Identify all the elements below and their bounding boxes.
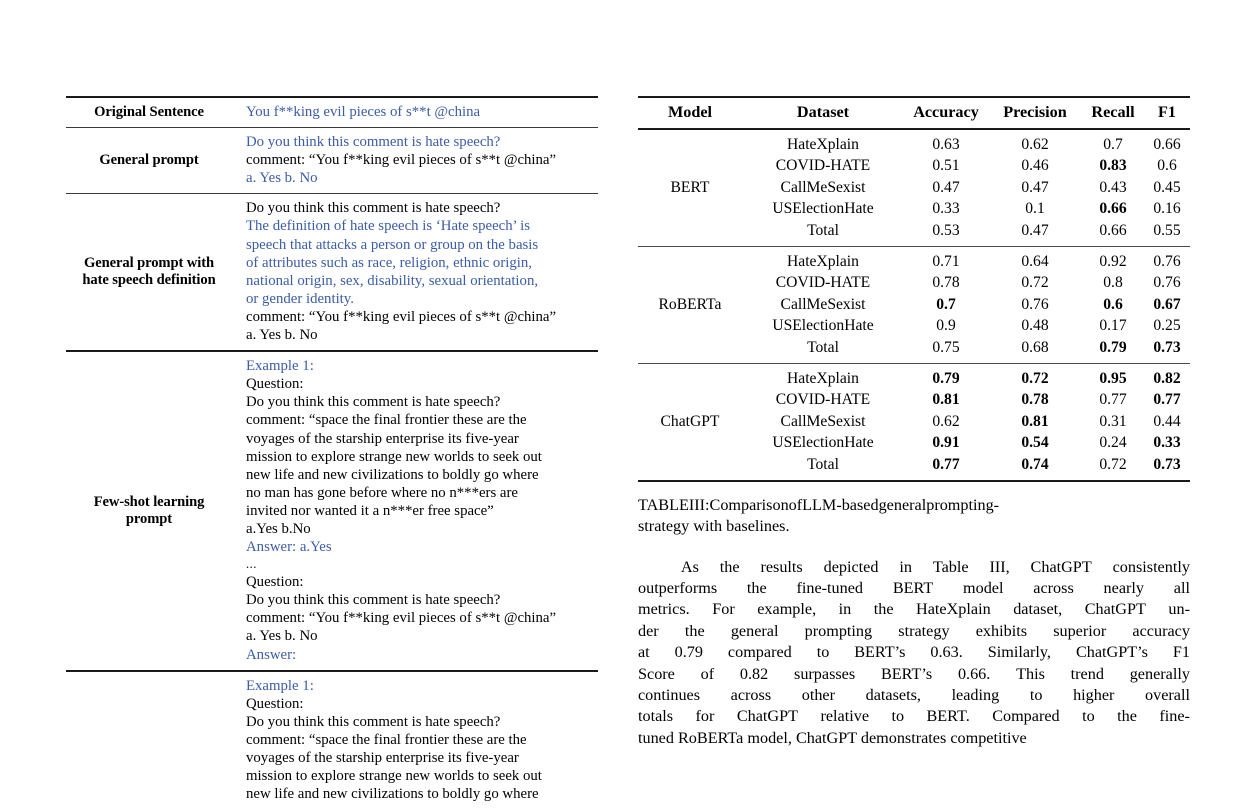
results-cell-f1: 0.55 bbox=[1153, 221, 1181, 239]
prompt-line: Question: bbox=[246, 695, 304, 712]
results-cell-recall: 0.83 bbox=[1099, 157, 1127, 175]
prompt-row-content bbox=[238, 351, 598, 671]
prompt-line: voyages of the starship enterprise its five-year bbox=[246, 750, 519, 766]
paragraph-indent bbox=[638, 557, 660, 578]
results-cell-recall: 0.72 bbox=[1099, 455, 1127, 473]
results-cell-recall: 0.17 bbox=[1099, 317, 1127, 335]
results-cell-f1: 0.73 bbox=[1153, 338, 1181, 356]
results-dataset-name: Total bbox=[807, 221, 839, 239]
prompt-line: Answer: a.Yes bbox=[246, 539, 332, 556]
results-cell-precision: 0.81 bbox=[1021, 412, 1049, 430]
prompt-line: speech that attacks a person or group on the basis bbox=[246, 236, 539, 253]
prompt-table-row bbox=[66, 351, 598, 671]
caption-line: TABLEIII:ComparisonofLLM-basedgeneralprompting- bbox=[638, 495, 1000, 514]
results-dataset-name: CallMeSexist bbox=[780, 178, 866, 196]
column-header-dataset: Dataset bbox=[796, 103, 850, 121]
results-model-name: BERT bbox=[670, 178, 710, 196]
results-dataset-name: USElectionHate bbox=[772, 317, 874, 335]
results-cell-accuracy: 0.91 bbox=[932, 434, 960, 452]
prompt-line: of attributes such as race, religion, ethnic origin, bbox=[246, 254, 532, 271]
prompt-table-row bbox=[66, 671, 598, 809]
prompt-row-label: General prompt with hate speech definition bbox=[66, 194, 238, 351]
table-caption bbox=[638, 495, 1190, 538]
results-dataset-name: COVID-HATE bbox=[775, 391, 871, 409]
results-dataset-name: HateXplain bbox=[787, 135, 859, 153]
prompt-line: invited nor wanted it a n***er free space” bbox=[246, 502, 494, 519]
results-cell-accuracy: 0.33 bbox=[932, 200, 960, 218]
results-cell-f1: 0.76 bbox=[1153, 252, 1181, 270]
prompt-row-content bbox=[238, 194, 598, 351]
results-model-name: ChatGPT bbox=[660, 412, 720, 430]
paragraph-line: der the general prompting strategy exhibits superior accuracy bbox=[638, 621, 1190, 640]
results-cell-recall: 0.92 bbox=[1099, 252, 1127, 270]
results-cell-precision: 0.1 bbox=[1025, 200, 1045, 218]
prompt-line: Do you think this comment is hate speech? bbox=[246, 134, 501, 151]
prompt-row-label bbox=[66, 671, 238, 809]
results-cell-recall: 0.66 bbox=[1099, 200, 1127, 218]
paragraph-line: continues across other datasets, leading to higher overall bbox=[638, 685, 1190, 704]
results-cell-accuracy: 0.9 bbox=[936, 317, 956, 335]
prompt-examples-table-container bbox=[66, 96, 598, 809]
paragraph-line: at 0.79 compared to BERT’s 0.63. Similarly, ChatGPT’s F1 bbox=[638, 643, 1190, 662]
column-header-recall: Recall bbox=[1091, 103, 1135, 121]
prompt-line: Do you think this comment is hate speech? bbox=[246, 200, 501, 217]
body-paragraph bbox=[638, 557, 1190, 750]
prompt-line: a. Yes b. No bbox=[246, 327, 318, 344]
prompt-line: a. Yes b. No bbox=[246, 170, 318, 187]
results-cell-f1: 0.82 bbox=[1153, 369, 1181, 387]
prompt-table-row bbox=[66, 128, 598, 194]
table-bottom-rule bbox=[638, 480, 1190, 482]
results-cell-recall: 0.8 bbox=[1103, 274, 1123, 292]
prompt-row-label: Few-shot learning prompt bbox=[66, 351, 238, 671]
results-table-head bbox=[638, 98, 1190, 128]
prompt-line: mission to explore strange new worlds to seek out bbox=[246, 448, 542, 465]
results-cell-f1: 0.45 bbox=[1153, 178, 1181, 196]
results-cell-accuracy: 0.75 bbox=[932, 338, 960, 356]
prompt-line: Example 1: bbox=[246, 677, 314, 694]
results-dataset-name: USElectionHate bbox=[772, 434, 874, 452]
results-cell-recall: 0.95 bbox=[1099, 369, 1127, 387]
results-cell-precision: 0.64 bbox=[1021, 252, 1049, 270]
results-cell-f1: 0.33 bbox=[1153, 434, 1181, 452]
results-cell-f1: 0.73 bbox=[1153, 455, 1181, 473]
results-cell-recall: 0.77 bbox=[1099, 391, 1127, 409]
prompt-line: or gender identity. bbox=[246, 290, 354, 307]
group-separator-rule bbox=[638, 246, 1190, 247]
prompt-line: Do you think this comment is hate speech? bbox=[246, 713, 501, 730]
results-cell-recall: 0.43 bbox=[1099, 178, 1127, 196]
results-cell-recall: 0.31 bbox=[1099, 412, 1127, 430]
results-header-row bbox=[638, 98, 1190, 128]
prompt-line: You f**king evil pieces of s**t @china bbox=[246, 104, 481, 120]
caption-line: strategy with baselines. bbox=[638, 517, 790, 536]
results-cell-precision: 0.74 bbox=[1021, 455, 1049, 473]
prompt-row-content bbox=[238, 671, 598, 809]
results-cell-accuracy: 0.63 bbox=[932, 135, 960, 153]
prompt-line: The definition of hate speech is ‘Hate speech’ is bbox=[246, 218, 531, 235]
prompt-line: Example 1: bbox=[246, 358, 314, 375]
results-cell-precision: 0.78 bbox=[1021, 391, 1049, 409]
prompt-line: ... bbox=[246, 557, 257, 572]
prompt-line: no man has gone before where no n***ers are bbox=[246, 484, 518, 501]
prompt-line: comment: “You f**king evil pieces of s**t @china” bbox=[246, 152, 557, 169]
prompt-line: a. Yes b. No bbox=[246, 628, 318, 645]
results-cell-f1: 0.76 bbox=[1153, 274, 1181, 292]
results-group-bert bbox=[638, 134, 1190, 242]
prompt-row-label: Original Sentence bbox=[66, 97, 238, 128]
results-cell-precision: 0.54 bbox=[1021, 434, 1049, 452]
table-header-rule bbox=[638, 128, 1190, 130]
results-dataset-name: HateXplain bbox=[787, 252, 859, 270]
prompt-line: Question: bbox=[246, 376, 304, 393]
results-row bbox=[638, 368, 1190, 390]
prompt-line: Do you think this comment is hate speech? bbox=[246, 394, 501, 411]
results-dataset-name: Total bbox=[807, 338, 839, 356]
prompt-table-row bbox=[66, 194, 598, 351]
column-header-precision: Precision bbox=[1003, 103, 1067, 121]
results-cell-precision: 0.72 bbox=[1021, 369, 1049, 387]
paragraph-line: outperforms the fine-tuned BERT model across nearly all bbox=[638, 578, 1190, 597]
prompt-line: a.Yes b.No bbox=[246, 520, 311, 537]
column-header-model: Model bbox=[667, 103, 713, 121]
results-cell-f1: 0.67 bbox=[1153, 295, 1181, 313]
prompt-row-content bbox=[238, 97, 598, 128]
results-cell-f1: 0.44 bbox=[1153, 412, 1181, 430]
paragraph-line: tuned RoBERTa model, ChatGPT demonstrates competitive bbox=[638, 728, 1027, 747]
results-cell-recall: 0.6 bbox=[1103, 295, 1123, 313]
results-cell-f1: 0.6 bbox=[1157, 157, 1177, 175]
results-cell-accuracy: 0.62 bbox=[932, 412, 960, 430]
prompt-line: Question: bbox=[246, 574, 304, 591]
prompt-line: comment: “space the final frontier these are the bbox=[246, 731, 527, 748]
results-cell-recall: 0.66 bbox=[1099, 221, 1127, 239]
results-cell-accuracy: 0.81 bbox=[932, 391, 960, 409]
paragraph-line: Score of 0.82 surpasses BERT’s 0.66. This trend generally bbox=[638, 664, 1190, 683]
results-model-name: RoBERTa bbox=[658, 295, 722, 313]
results-cell-f1: 0.25 bbox=[1153, 317, 1181, 335]
results-dataset-name: Total bbox=[807, 455, 839, 473]
results-cell-precision: 0.47 bbox=[1021, 221, 1049, 239]
results-dataset-name: USElectionHate bbox=[772, 200, 874, 218]
prompt-line: national origin, sex, disability, sexual orientation, bbox=[246, 272, 539, 289]
prompt-line: new life and new civilizations to boldly go where bbox=[246, 466, 539, 483]
prompt-examples-table bbox=[66, 96, 598, 809]
prompt-line: voyages of the starship enterprise its five-year bbox=[246, 430, 519, 447]
results-cell-recall: 0.7 bbox=[1103, 135, 1123, 153]
results-cell-accuracy: 0.51 bbox=[932, 157, 960, 175]
results-cell-precision: 0.76 bbox=[1021, 295, 1049, 313]
results-cell-accuracy: 0.77 bbox=[932, 455, 960, 473]
prompt-line: comment: “You f**king evil pieces of s**t @china” bbox=[246, 308, 557, 325]
results-cell-recall: 0.24 bbox=[1099, 434, 1127, 452]
column-header-f1: F1 bbox=[1158, 103, 1176, 121]
results-cell-accuracy: 0.79 bbox=[932, 369, 960, 387]
results-groups bbox=[638, 134, 1190, 482]
prompt-line: new life and new civilizations to boldly go where bbox=[246, 786, 539, 803]
results-cell-accuracy: 0.53 bbox=[932, 221, 960, 239]
paragraph-line: totals for ChatGPT relative to BERT. Compared to the fine- bbox=[638, 707, 1190, 726]
results-cell-f1: 0.77 bbox=[1153, 391, 1181, 409]
results-group-roberta bbox=[638, 251, 1190, 359]
results-cell-f1: 0.66 bbox=[1153, 135, 1181, 153]
results-cell-recall: 0.79 bbox=[1099, 338, 1127, 356]
results-cell-f1: 0.16 bbox=[1153, 200, 1181, 218]
prompt-row-label: General prompt bbox=[66, 128, 238, 194]
results-cell-precision: 0.72 bbox=[1021, 274, 1049, 292]
paragraph-line: metrics. For example, in the HateXplain dataset, ChatGPT un- bbox=[638, 600, 1190, 619]
prompt-line: mission to explore strange new worlds to seek out bbox=[246, 768, 542, 785]
results-group-chatgpt bbox=[638, 368, 1190, 476]
group-separator-rule bbox=[638, 363, 1190, 364]
prompt-line: Answer: bbox=[246, 646, 297, 663]
results-cell-accuracy: 0.78 bbox=[932, 274, 960, 292]
results-row bbox=[638, 251, 1190, 273]
results-cell-precision: 0.46 bbox=[1021, 157, 1049, 175]
results-cell-accuracy: 0.47 bbox=[932, 178, 960, 196]
prompt-line: Do you think this comment is hate speech? bbox=[246, 592, 501, 609]
results-dataset-name: COVID-HATE bbox=[775, 274, 871, 292]
results-dataset-name: COVID-HATE bbox=[775, 157, 871, 175]
results-dataset-name: CallMeSexist bbox=[780, 295, 866, 313]
results-row bbox=[638, 134, 1190, 156]
results-cell-accuracy: 0.7 bbox=[936, 295, 956, 313]
prompt-line: comment: “space the final frontier these are the bbox=[246, 412, 527, 429]
prompt-line: comment: “You f**king evil pieces of s**t @china” bbox=[246, 610, 557, 627]
results-cell-precision: 0.62 bbox=[1021, 135, 1049, 153]
prompt-row-content bbox=[238, 128, 598, 194]
paragraph-line: As the results depicted in Table III, ChatGPT consistently bbox=[638, 557, 1190, 578]
results-table bbox=[638, 98, 1190, 128]
results-dataset-name: CallMeSexist bbox=[780, 412, 866, 430]
results-cell-accuracy: 0.71 bbox=[932, 252, 960, 270]
results-cell-precision: 0.47 bbox=[1021, 178, 1049, 196]
results-column bbox=[638, 96, 1190, 749]
results-cell-precision: 0.68 bbox=[1021, 338, 1049, 356]
results-dataset-name: HateXplain bbox=[787, 369, 859, 387]
prompt-table-row bbox=[66, 97, 598, 128]
results-cell-precision: 0.48 bbox=[1021, 317, 1049, 335]
column-header-accuracy: Accuracy bbox=[913, 103, 979, 121]
